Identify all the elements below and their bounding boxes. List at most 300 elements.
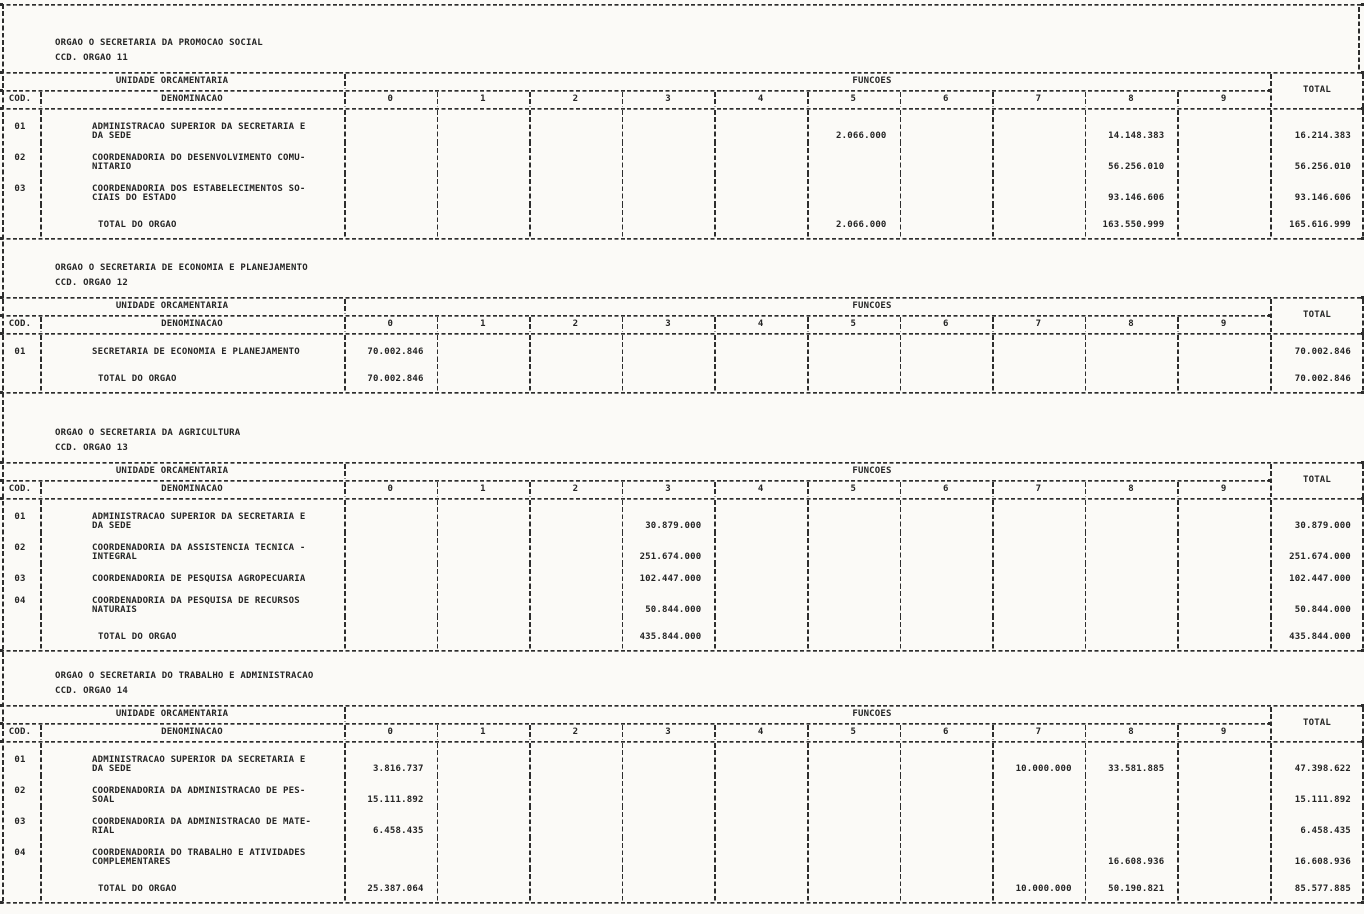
header-function-9: 9 <box>1177 482 1270 497</box>
header-function-8: 8 <box>1085 725 1178 740</box>
header-row-2 <box>0 482 1364 497</box>
function-9-value <box>1177 615 1270 649</box>
unit-code: 04 <box>14 596 26 606</box>
row-total-value: 70.002.846 <box>1270 335 1364 357</box>
function-8-value <box>1085 357 1178 391</box>
unit-row <box>0 805 1364 836</box>
name-line: COORDENADORIA DA ADMINISTRACAO DE PES- <box>92 786 306 796</box>
header-function-8: 8 <box>1085 317 1178 332</box>
unit-code: 02 <box>14 543 26 553</box>
function-1-value <box>437 203 530 237</box>
function-4-value <box>714 584 807 615</box>
function-9-value <box>1177 743 1270 774</box>
function-1-value <box>437 531 530 562</box>
function-7-value <box>992 805 1085 836</box>
function-0-value <box>344 562 437 584</box>
function-6-value <box>900 584 993 615</box>
function-2-value <box>529 867 622 901</box>
function-7-value <box>992 531 1085 562</box>
function-2-value <box>529 531 622 562</box>
function-8-value: 16.608.936 <box>1085 836 1178 867</box>
name-line: COMPLEMENTARES <box>92 857 171 867</box>
function-3-value: 102.447.000 <box>622 562 715 584</box>
header-total: TOTAL <box>1270 464 1364 497</box>
function-0-value <box>344 615 437 649</box>
header-unidade: UNIDADE ORCAMENTARIA <box>115 466 229 476</box>
function-6-value <box>900 357 993 391</box>
header-funcoes-label: FUNCOES <box>852 76 892 86</box>
function-9-value <box>1177 867 1270 901</box>
header-cod: COD. <box>8 319 32 329</box>
orgao-table <box>0 672 1364 904</box>
header-function-9: 9 <box>1177 725 1270 740</box>
row-total-value: 50.844.000 <box>1270 584 1364 615</box>
table-code-line: CCD. ORGAO 14 <box>55 686 129 696</box>
header-unidade: UNIDADE ORCAMENTARIA <box>115 76 229 86</box>
unit-name <box>40 774 344 805</box>
row-total-value: 15.111.892 <box>1270 774 1364 805</box>
function-5-value <box>807 615 900 649</box>
function-7-value: 10.000.000 <box>992 867 1085 901</box>
function-3-value <box>622 774 715 805</box>
function-4-value <box>714 562 807 584</box>
header-function-4: 4 <box>714 725 807 740</box>
function-7-value <box>992 357 1085 391</box>
rule <box>0 391 1364 394</box>
function-1-value <box>437 743 530 774</box>
name-line: NATURAIS <box>92 605 137 615</box>
unit-row <box>0 110 1364 141</box>
function-9-value <box>1177 172 1270 203</box>
function-1-value <box>437 110 530 141</box>
function-8-value: 14.148.383 <box>1085 110 1178 141</box>
function-5-value <box>807 584 900 615</box>
function-0-value <box>344 500 437 531</box>
header-unidade: UNIDADE ORCAMENTARIA <box>115 709 229 719</box>
function-1-value <box>437 867 530 901</box>
function-9-value <box>1177 500 1270 531</box>
row-total-value: 165.616.999 <box>1270 203 1364 237</box>
function-8-value: 93.146.606 <box>1085 172 1178 203</box>
header-total: TOTAL <box>1270 707 1364 740</box>
header-funcoes-label: FUNCOES <box>852 466 892 476</box>
header-function-6: 6 <box>900 92 993 107</box>
function-8-value <box>1085 584 1178 615</box>
header-row-1 <box>0 707 1364 722</box>
table-body <box>0 500 1364 649</box>
name-line: COORDENADORIA DO TRABALHO E ATIVIDADES <box>92 848 306 858</box>
name-line: DA SEDE <box>92 764 132 774</box>
header-function-7: 7 <box>992 317 1085 332</box>
function-2-value <box>529 774 622 805</box>
header-function-3: 3 <box>622 482 715 497</box>
header-function-2: 2 <box>529 725 622 740</box>
name-line: COORDENADORIA DA PESQUISA DE RECURSOS <box>92 596 300 606</box>
function-7-value <box>992 562 1085 584</box>
name-line: TOTAL DO ORGAO <box>98 884 177 894</box>
header-row-2 <box>0 725 1364 740</box>
unit-code: 04 <box>14 848 26 858</box>
total-row-label <box>40 867 344 901</box>
header-funcoes <box>344 707 1270 722</box>
unit-name <box>40 110 344 141</box>
function-7-value <box>992 584 1085 615</box>
function-9-value <box>1177 584 1270 615</box>
function-1-value <box>437 141 530 172</box>
function-6-value <box>900 805 993 836</box>
function-4-value <box>714 500 807 531</box>
rule <box>0 649 1364 652</box>
table-body <box>0 110 1364 237</box>
header-function-5: 5 <box>807 317 900 332</box>
function-7-value <box>992 615 1085 649</box>
function-8-value: 163.550.999 <box>1085 203 1178 237</box>
header-function-5: 5 <box>807 725 900 740</box>
header-function-7: 7 <box>992 725 1085 740</box>
function-7-value <box>992 172 1085 203</box>
unit-code: 03 <box>14 574 26 584</box>
unit-code: 01 <box>14 512 26 522</box>
orgao-total-row <box>0 615 1364 649</box>
name-line: DA SEDE <box>92 521 132 531</box>
unit-name <box>40 172 344 203</box>
unit-row <box>0 172 1364 203</box>
orgao-total-row <box>0 867 1364 901</box>
unit-row <box>0 500 1364 531</box>
header-function-6: 6 <box>900 482 993 497</box>
name-line: SECRETARIA DE ECONOMIA E PLANEJAMENTO <box>92 347 300 357</box>
function-1-value <box>437 357 530 391</box>
function-1-value <box>437 805 530 836</box>
total-row-label <box>40 357 344 391</box>
name-line: COORDENADORIA DOS ESTABELECIMENTOS SO- <box>92 184 306 194</box>
header-denominacao: DENOMINACAO <box>40 92 344 107</box>
function-5-value <box>807 500 900 531</box>
function-2-value <box>529 500 622 531</box>
function-7-value: 10.000.000 <box>992 743 1085 774</box>
header-denominacao: DENOMINACAO <box>40 317 344 332</box>
function-5-value <box>807 141 900 172</box>
function-2-value <box>529 836 622 867</box>
function-3-value: 50.844.000 <box>622 584 715 615</box>
name-line: ADMINISTRACAO SUPERIOR DA SECRETARIA E <box>92 755 306 765</box>
function-3-value <box>622 110 715 141</box>
header-function-5: 5 <box>807 92 900 107</box>
function-2-value <box>529 584 622 615</box>
unit-row <box>0 335 1364 357</box>
function-2-value <box>529 141 622 172</box>
function-0-value <box>344 172 437 203</box>
header-function-0: 0 <box>344 92 437 107</box>
function-4-value <box>714 805 807 836</box>
row-total-value: 47.398.622 <box>1270 743 1364 774</box>
row-total-value: 251.674.000 <box>1270 531 1364 562</box>
name-line: TOTAL DO ORGAO <box>98 220 177 230</box>
unit-code: 03 <box>14 184 26 194</box>
function-1-value <box>437 836 530 867</box>
unit-code: 01 <box>14 755 26 765</box>
table-header <box>0 74 1364 107</box>
unit-row <box>0 562 1364 584</box>
function-6-value <box>900 743 993 774</box>
header-function-4: 4 <box>714 317 807 332</box>
function-6-value <box>900 110 993 141</box>
function-7-value <box>992 335 1085 357</box>
function-2-value <box>529 203 622 237</box>
header-funcoes-label: FUNCOES <box>852 301 892 311</box>
row-total-value: 102.447.000 <box>1270 562 1364 584</box>
function-0-value <box>344 203 437 237</box>
function-0-value <box>344 836 437 867</box>
function-2-value <box>529 110 622 141</box>
table-header <box>0 299 1364 332</box>
function-2-value <box>529 615 622 649</box>
header-function-9: 9 <box>1177 317 1270 332</box>
function-8-value <box>1085 805 1178 836</box>
unit-name <box>40 584 344 615</box>
function-4-value <box>714 357 807 391</box>
row-total-value: 85.577.885 <box>1270 867 1364 901</box>
unit-code: 01 <box>14 122 26 132</box>
table-code-line: CCD. ORGAO 11 <box>55 53 129 63</box>
row-total-value: 93.146.606 <box>1270 172 1364 203</box>
function-5-value <box>807 805 900 836</box>
unit-code: 03 <box>14 817 26 827</box>
function-8-value: 56.256.010 <box>1085 141 1178 172</box>
orgao-table <box>0 264 1364 394</box>
function-7-value <box>992 500 1085 531</box>
name-line: SOAL <box>92 795 115 805</box>
function-9-value <box>1177 774 1270 805</box>
unit-name <box>40 500 344 531</box>
function-5-value <box>807 562 900 584</box>
unit-code: 01 <box>14 347 26 357</box>
function-9-value <box>1177 203 1270 237</box>
unit-code <box>0 867 40 901</box>
function-0-value <box>344 531 437 562</box>
function-9-value <box>1177 836 1270 867</box>
header-function-6: 6 <box>900 725 993 740</box>
function-9-value <box>1177 357 1270 391</box>
header-funcoes <box>344 299 1270 314</box>
function-2-value <box>529 805 622 836</box>
function-2-value <box>529 335 622 357</box>
unit-code <box>0 203 40 237</box>
function-3-value: 251.674.000 <box>622 531 715 562</box>
name-line: CIAIS DO ESTADO <box>92 193 177 203</box>
function-3-value <box>622 203 715 237</box>
header-total: TOTAL <box>1270 299 1364 332</box>
function-3-value <box>622 867 715 901</box>
name-line: ADMINISTRACAO SUPERIOR DA SECRETARIA E <box>92 512 306 522</box>
orgao-total-row <box>0 357 1364 391</box>
orgao-table <box>0 429 1364 652</box>
function-0-value <box>344 110 437 141</box>
function-5-value <box>807 867 900 901</box>
function-5-value <box>807 531 900 562</box>
function-1-value <box>437 172 530 203</box>
table-title: ORGAO O SECRETARIA DE ECONOMIA E PLANEJAMENTO <box>55 263 308 273</box>
function-2-value <box>529 562 622 584</box>
header-funcoes <box>344 464 1270 479</box>
unit-row <box>0 141 1364 172</box>
header-function-8: 8 <box>1085 482 1178 497</box>
unit-name <box>40 335 344 357</box>
unit-row <box>0 774 1364 805</box>
unit-row <box>0 743 1364 774</box>
function-1-value <box>437 335 530 357</box>
header-function-4: 4 <box>714 482 807 497</box>
unit-name <box>40 562 344 584</box>
header-function-0: 0 <box>344 317 437 332</box>
function-6-value <box>900 562 993 584</box>
function-6-value <box>900 867 993 901</box>
function-0-value: 15.111.892 <box>344 774 437 805</box>
header-function-3: 3 <box>622 317 715 332</box>
header-row-2 <box>0 92 1364 107</box>
function-4-value <box>714 615 807 649</box>
function-3-value <box>622 335 715 357</box>
function-0-value: 70.002.846 <box>344 335 437 357</box>
function-6-value <box>900 836 993 867</box>
rule <box>0 237 1364 240</box>
function-4-value <box>714 110 807 141</box>
function-0-value <box>344 141 437 172</box>
table-title: ORGAO O SECRETARIA DO TRABALHO E ADMINISTRACAO <box>55 671 314 681</box>
name-line: COORDENADORIA DO DESENVOLVIMENTO COMU- <box>92 153 306 163</box>
row-total-value: 30.879.000 <box>1270 500 1364 531</box>
function-6-value <box>900 203 993 237</box>
table-body <box>0 335 1364 391</box>
header-function-0: 0 <box>344 725 437 740</box>
name-line: INTEGRAL <box>92 552 137 562</box>
function-5-value <box>807 357 900 391</box>
function-6-value <box>900 500 993 531</box>
unit-name <box>40 836 344 867</box>
unit-row <box>0 836 1364 867</box>
function-3-value <box>622 743 715 774</box>
row-total-value: 70.002.846 <box>1270 357 1364 391</box>
function-2-value <box>529 743 622 774</box>
header-function-2: 2 <box>529 482 622 497</box>
name-line: ADMINISTRACAO SUPERIOR DA SECRETARIA E <box>92 122 306 132</box>
function-9-value <box>1177 562 1270 584</box>
function-1-value <box>437 562 530 584</box>
unit-code <box>0 615 40 649</box>
function-8-value <box>1085 335 1178 357</box>
total-row-label <box>40 615 344 649</box>
row-total-value: 56.256.010 <box>1270 141 1364 172</box>
function-4-value <box>714 743 807 774</box>
header-function-3: 3 <box>622 92 715 107</box>
header-denominacao: DENOMINACAO <box>40 482 344 497</box>
function-8-value <box>1085 615 1178 649</box>
function-8-value: 33.581.885 <box>1085 743 1178 774</box>
name-line: DA SEDE <box>92 131 132 141</box>
function-1-value <box>437 615 530 649</box>
row-total-value: 435.844.000 <box>1270 615 1364 649</box>
function-3-value <box>622 172 715 203</box>
function-4-value <box>714 774 807 805</box>
function-5-value: 2.066.000 <box>807 110 900 141</box>
function-8-value: 50.190.821 <box>1085 867 1178 901</box>
function-0-value: 70.002.846 <box>344 357 437 391</box>
orgao-total-row <box>0 203 1364 237</box>
unit-row <box>0 584 1364 615</box>
header-denominacao: DENOMINACAO <box>40 725 344 740</box>
unit-code <box>0 357 40 391</box>
name-line: COORDENADORIA DA ASSISTENCIA TECNICA - <box>92 543 306 553</box>
header-function-7: 7 <box>992 482 1085 497</box>
header-function-1: 1 <box>437 725 530 740</box>
header-funcoes <box>344 74 1270 89</box>
function-2-value <box>529 172 622 203</box>
row-total-value: 16.608.936 <box>1270 836 1364 867</box>
function-4-value <box>714 172 807 203</box>
function-0-value: 3.816.737 <box>344 743 437 774</box>
header-function-2: 2 <box>529 317 622 332</box>
header-function-3: 3 <box>622 725 715 740</box>
function-3-value: 435.844.000 <box>622 615 715 649</box>
function-5-value <box>807 743 900 774</box>
function-5-value <box>807 836 900 867</box>
function-5-value: 2.066.000 <box>807 203 900 237</box>
header-function-0: 0 <box>344 482 437 497</box>
function-7-value <box>992 141 1085 172</box>
header-cod: COD. <box>8 94 32 104</box>
unit-name <box>40 805 344 836</box>
function-8-value <box>1085 562 1178 584</box>
row-total-value: 6.458.435 <box>1270 805 1364 836</box>
function-4-value <box>714 531 807 562</box>
function-8-value <box>1085 774 1178 805</box>
header-function-9: 9 <box>1177 92 1270 107</box>
function-3-value <box>622 141 715 172</box>
function-2-value <box>529 357 622 391</box>
function-0-value <box>344 584 437 615</box>
header-function-1: 1 <box>437 317 530 332</box>
function-7-value <box>992 774 1085 805</box>
orgao-table <box>0 39 1364 240</box>
function-6-value <box>900 335 993 357</box>
header-function-4: 4 <box>714 92 807 107</box>
header-function-8: 8 <box>1085 92 1178 107</box>
header-function-7: 7 <box>992 92 1085 107</box>
function-7-value <box>992 110 1085 141</box>
name-line: COORDENADORIA DA ADMINISTRACAO DE MATE- <box>92 817 312 827</box>
header-function-6: 6 <box>900 317 993 332</box>
header-total: TOTAL <box>1270 74 1364 107</box>
header-row-1 <box>0 74 1364 89</box>
row-total-value: 16.214.383 <box>1270 110 1364 141</box>
function-8-value <box>1085 531 1178 562</box>
table-title: ORGAO O SECRETARIA DA PROMOCAO SOCIAL <box>55 38 263 48</box>
unit-code: 02 <box>14 153 26 163</box>
unit-row <box>0 531 1364 562</box>
function-3-value <box>622 805 715 836</box>
table-body <box>0 743 1364 901</box>
header-row-1 <box>0 299 1364 314</box>
function-4-value <box>714 335 807 357</box>
table-header <box>0 464 1364 497</box>
header-row-2 <box>0 317 1364 332</box>
header-function-2: 2 <box>529 92 622 107</box>
function-3-value: 30.879.000 <box>622 500 715 531</box>
function-3-value <box>622 357 715 391</box>
name-line: TOTAL DO ORGAO <box>98 374 177 384</box>
header-cod: COD. <box>8 484 32 494</box>
table-code-line: CCD. ORGAO 12 <box>55 278 129 288</box>
